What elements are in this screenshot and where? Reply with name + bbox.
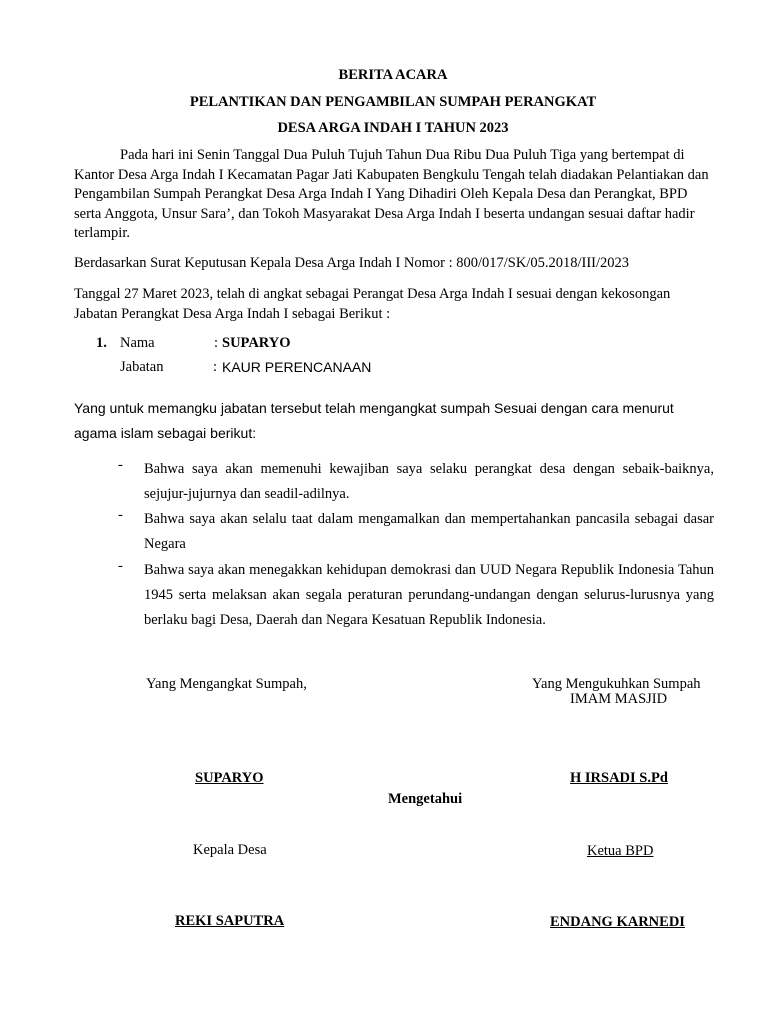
oath-item: Bahwa saya akan menegakkan kehidupan demokrasi dan UUD Negara Republik Indonesia Tahun 1945 serta melaksan akan segala peraturan perundang-undangan dengan selurus-lurusnya yang berlaku bagi Desa, Daerah dan Negara Kesatuan Republik Indonesia. — [144, 562, 714, 628]
list-dash: - — [118, 457, 123, 473]
appointment-paragraph: Tanggal 27 Maret 2023, telah di angkat sebagai Perangat Desa Arga Indah I sesuai dengan kekosongan Jabatan Perangkat Desa Arga Indah I sebagai Berikut : — [74, 286, 671, 322]
decree-paragraph: Berdasarkan Surat Keputusan Kepala Desa Arga Indah I Nomor : 800/017/SK/05.2018/III/2023 — [74, 255, 630, 271]
opening-paragraph: Pada hari ini Senin Tanggal Dua Puluh Tujuh Tahun Dua Ribu Dua Puluh Tiga yang bertempat di Kantor Desa Arga Indah I Kecamatan Pagar Jati Kabupaten Bengkulu Tengah telah diadakan Pelantiakan dan Pengambilan Sumpah Perangkat Desa Arga Indah I Yang Dihadiri Oleh Kepala Desa dan Perangkat, BPD serta Anggota, Unsur Sara’, dan Tokoh Masyarakat Desa Arga Indah I beserta undangan sesuai daftar hadir terlampir. — [74, 147, 709, 241]
document-title: BERITA ACARA — [338, 67, 448, 83]
oath-intro: Yang untuk memangku jabatan tersebut telah mengangkat sumpah Sesuai dengan cara menurut agama islam sebagai berikut: — [74, 400, 674, 441]
list-dash: - — [118, 558, 123, 574]
village-head-role: Kepala Desa — [193, 842, 267, 858]
list-dash: - — [118, 507, 123, 523]
bpd-chair-role: Ketua BPD — [587, 843, 654, 859]
document-subtitle-year: DESA ARGA INDAH I TAHUN 2023 — [277, 120, 509, 136]
list-number: 1. — [96, 335, 107, 351]
signer-right-name: H IRSADI S.Pd — [570, 770, 668, 786]
nama-label: Nama — [120, 335, 155, 351]
signer-left-role: Yang Mengangkat Sumpah, — [146, 676, 307, 692]
oath-item: Bahwa saya akan selalu taat dalam mengamalkan dan mempertahankan pancasila sebagai dasar Negara — [144, 511, 714, 552]
jabatan-label: Jabatan — [120, 359, 164, 375]
bpd-chair-name: ENDANG KARNEDI — [550, 914, 685, 930]
nama-value: SUPARYO — [222, 335, 291, 351]
jabatan-separator: : — [213, 359, 218, 375]
acknowledged-label: Mengetahui — [388, 791, 463, 807]
village-head-name: REKI SAPUTRA — [175, 913, 285, 929]
nama-separator: : — [214, 335, 219, 351]
signer-right-role: Yang Mengukuhkan Sumpah — [532, 676, 701, 692]
jabatan-value: KAUR PERENCANAAN — [222, 359, 372, 375]
signer-left-name: SUPARYO — [195, 770, 264, 786]
oath-item: Bahwa saya akan memenuhi kewajiban saya selaku perangkat desa dengan sebaik-baiknya, sejujur-jujurnya dan seadil-adilnya. — [144, 461, 714, 502]
document-subtitle: PELANTIKAN DAN PENGAMBILAN SUMPAH PERANGKAT — [189, 94, 597, 110]
signer-right-title: IMAM MASJID — [570, 691, 668, 707]
